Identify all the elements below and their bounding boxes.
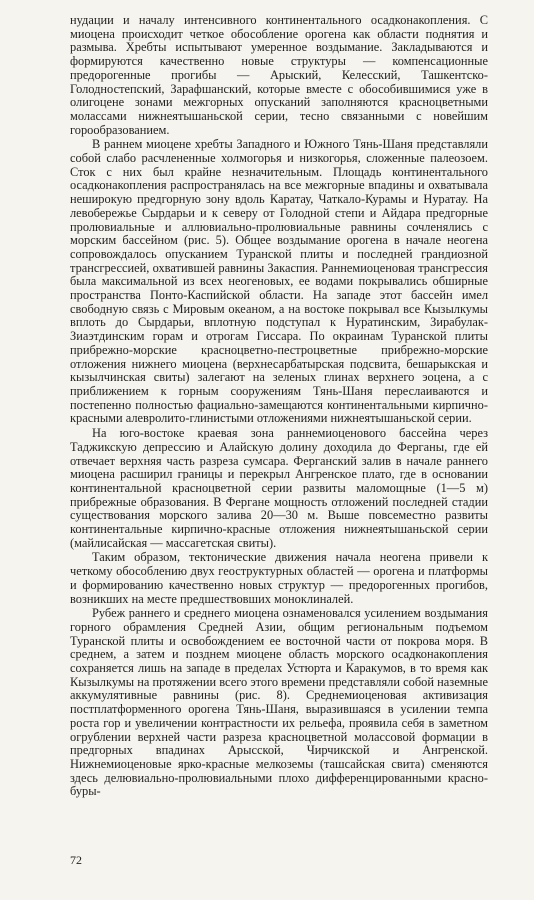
- paragraph-1: нудации и началу интенсивного континентального осадконакопления. С миоцена происходит четкое обособление орогена как области поднятия и размыва. Хребты испытывают умеренное воздымание. Закладываются и формируются качественно новые структуры — компенсационные предорогенные прогибы — Арыский, Келесский, Ташкентско-Голодностепский, Зарафшанский, которые вместе с обособившимися уже в олигоцене зонами межгорных опусканий заполняются красноцветными молассами нижнеятышаньской серии, тесно связанными с новейшим горообразованием.: [70, 13, 488, 137]
- body-text: [70, 14, 488, 799]
- page-number: 72: [70, 853, 82, 867]
- paragraph-5: Рубеж раннего и среднего миоцена ознаменовался усилением воздымания горного обрамления Средней Азии, общим региональным подъемом Туранской плиты и освобождением ее восточной части от покрова моря. В среднем, а затем и позднем миоцене область морского осадконакопления сохраняется лишь на западе в пределах Устюрта и Каракумов, в то время как Кызылкумы на протяжении всего этого времени представляли собой наземные аккумулятивные равнины (рис. 8). Среднемиоценовая активизация постплатформенного орогена Тянь-Шаня, выразившаяся в усилении темпа роста гор и увеличении контрастности их рельефа, проявила себя в заметном огрублении верхней части разреза красноцветной молассовой формации в предгорных впадинах Арысской, Чирчикской и Ангренской. Нижнемиоценовые ярко-красные мелкоземы (ташсайская свита) сменяются здесь делювиально-пролювиальными плохо дифференцированными красно-буры-: [70, 606, 488, 799]
- paragraph-4: Таким образом, тектонические движения начала неогена привели к четкому обособлению двух геоструктурных областей — орогена и платформы и формированию качественно новых структур — предорогенных прогибов, возникших на месте предшествовших моноклиналей.: [70, 550, 488, 606]
- paragraph-2: В раннем миоцене хребты Западного и Южного Тянь-Шаня представляли собой слабо расчлененные холмогорья и низкогорья, сложенные палеозоем. Сток с них был крайне незначительным. Площадь континентального осадконакопления распространялась на все межгорные впадины и охватывала неширокую предгорную зону вдоль Каратау, Чаткало-Курамы и Нуратау. На левобережье Сырдарьи и к северу от Голодной степи и Айдара предгорные пролювиальные и аллювиально-пролювиальные равнины сочленялись с морским бассейном (рис. 5). Общее воздымание орогена в начале неогена сопровождалось опусканием Туранской плиты и последней грандиозной трансгрессией, охватившей равнины Закаспия. Раннемиоценовая трансгрессия была максимальной из всех неогеновых, ее водами покрывались обширные пространства Понто-Каспийской области. На западе этот бассейн имел свободную связь с Мировым океаном, а на востоке покрывал все Кызылкумы вплоть до Сырдарьи, вплотную подступал к Нуратинским, Зирабулак-Зиаэтдинским горам и отрогам Гиссара. По окраинам Туранской плиты прибрежно-морские красноцветно-пестроцветные прибрежно-морские отложения нижнего миоцена (верхнесарбатырская подсвита, бешарыкская и кызылчинская свиты) залегают на зеленых глинах верхнего эоцена, а с приближением к горным сооружениям Тянь-Шаня переслаиваются и постепенно полностью фациально-замещаются континентальными кирпично-красными алевролито-глинистыми отложениями нижнеятышаньской серии.: [70, 137, 488, 426]
- paragraph-3: На юго-востоке краевая зона раннемиоценового бассейна через Таджикскую депрессию и Алайскую долину доходила до Ферганы, где ей отвечает верхняя часть разреза сумсара. Ферганский залив в начале раннего миоцена расширил границы и перекрыл Ангренское плато, где в основании континентальной красноцветной серии развиты маломощные (1—5 м) прибрежные образования. В Фергане мощность отложений последней стадии существования морского залива 20—30 м. Выше повсеместно развиты континентальные кирпично-красные отложения нижнеятышаньской серии (майлисайская — массагетская свиты).: [70, 426, 488, 550]
